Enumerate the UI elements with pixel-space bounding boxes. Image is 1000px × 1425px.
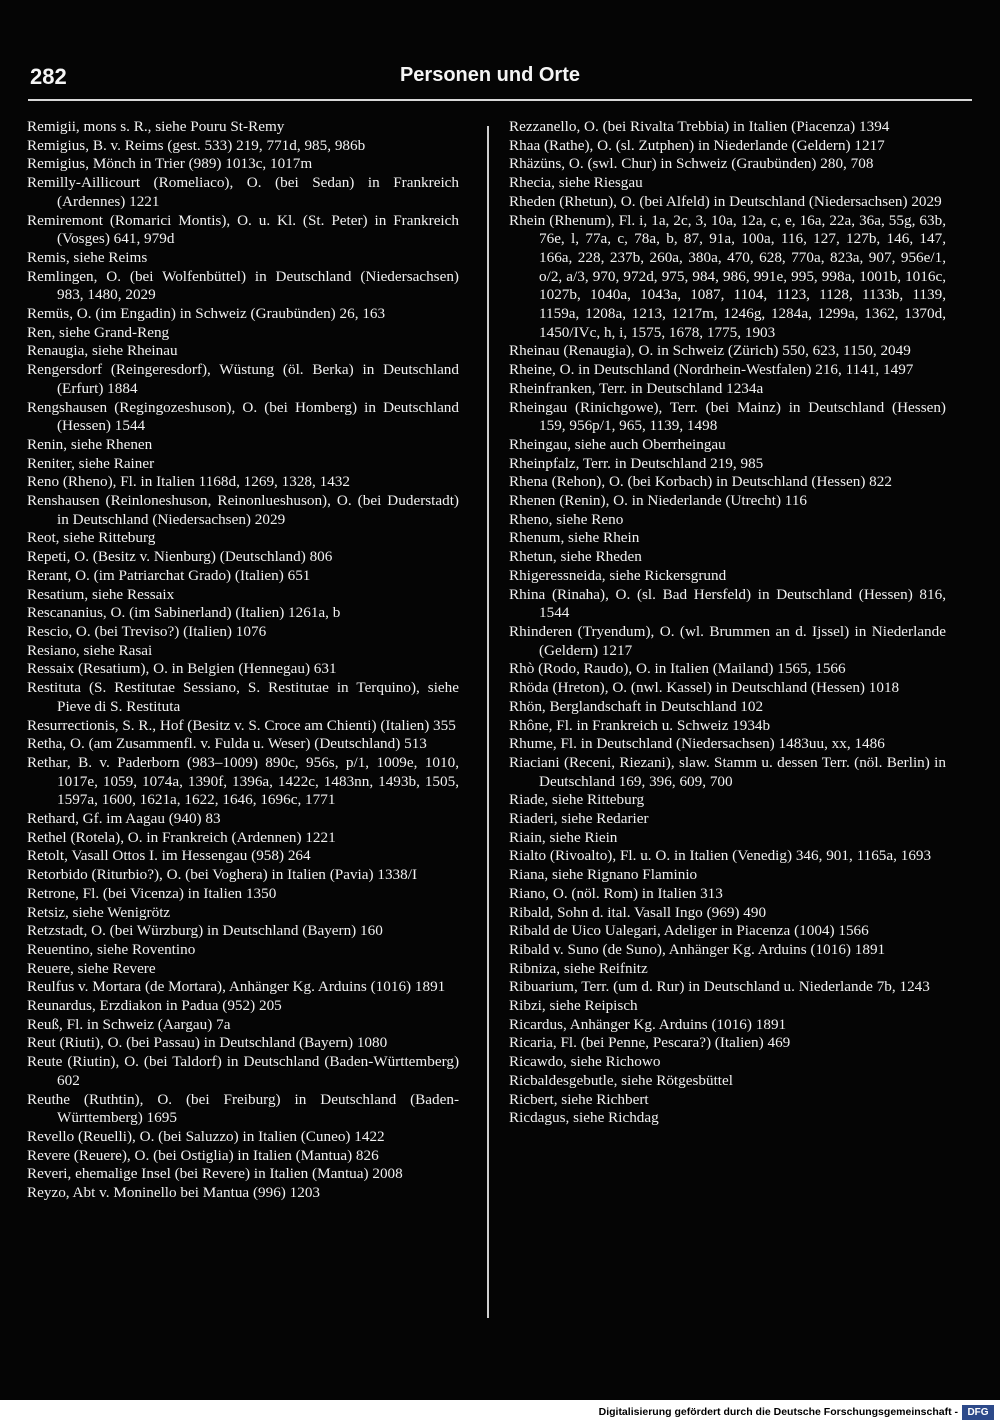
index-entry: Rengersdorf (Reingeresdorf), Wüstung (öl. Berka) in Deutschland (Erfurt) 1884 (27, 361, 459, 397)
index-entry: Reulfus v. Mortara (de Mortara), Anhänger Kg. Arduins (1016) 1891 (27, 978, 446, 996)
index-entry: Rhena (Rehon), O. (bei Korbach) in Deutschland (Hessen) 822 (509, 473, 892, 491)
index-entry: Resatium, siehe Ressaix (27, 585, 175, 603)
index-entry: Ren, siehe Grand-Reng (27, 323, 170, 341)
index-entry: Riade, siehe Ritteburg (509, 791, 645, 809)
index-entry: Retolt, Vasall Ottos I. im Hessengau (958) 264 (27, 847, 311, 865)
index-entry: Ribald v. Suno (de Suno), Anhänger Kg. Arduins (1016) 1891 (509, 940, 886, 958)
index-entry: Rhaa (Rathe), O. (sl. Zutphen) in Niederlande (Geldern) 1217 (509, 136, 885, 154)
index-entry: Rengshausen (Regingozeshuson), O. (bei Homberg) in Deutschland (Hessen) 1544 (27, 398, 459, 435)
index-entry: Renin, siehe Rhenen (27, 435, 153, 453)
index-entry: Rhigeressneida, siehe Rickersgrund (509, 566, 727, 584)
index-entry: Restituta (S. Restitutae Sessiano, S. Restitutae in Terquino), siehe Pieve di S. Restituta (27, 679, 459, 715)
index-entry: Rezzanello, O. (bei Rivalta Trebbia) in Italien (Piacenza) 1394 (509, 118, 890, 135)
left-column (27, 118, 459, 1203)
index-entry: Rhäzüns, O. (swl. Chur) in Schweiz (Graubünden) 280, 708 (509, 155, 874, 173)
index-entry: Retrone, Fl. (bei Vicenza) in Italien 1350 (27, 884, 277, 902)
index-entry: Rheine, O. in Deutschland (Nordrhein-Westfalen) 216, 1141, 1497 (509, 361, 914, 379)
index-entry: Rhecia, siehe Riesgau (509, 174, 643, 192)
index-entry: Remilly-Aillicourt (Romeliaco), O. (bei Sedan) in Frankreich (Ardennes) 1221 (27, 174, 459, 210)
index-entry: Rhume, Fl. in Deutschland (Niedersachsen) 1483uu, xx, 1486 (509, 735, 885, 753)
index-entry: Reuentino, siehe Roventino (27, 940, 196, 958)
index-entry: Riain, siehe Riein (509, 828, 618, 846)
index-entry: Reniter, siehe Rainer (27, 454, 155, 472)
index-entry: Rethar, B. v. Paderborn (983–1009) 890c, 956s, p/1, 1009e, 1010, 1017e, 1059, 1074a, 1390f, 1396a, 1422c, 1483nn, 1493b, 1505, 1597a, 1600, 1621a, 1622, 1646, 1696c, 1771 (27, 753, 459, 809)
index-entry: Ricardus, Anhänger Kg. Arduins (1016) 1891 (509, 1015, 787, 1033)
index-entry: Rhina (Rinaha), O. (sl. Bad Hersfeld) in Deutschland (Hessen) 816, 1544 (509, 585, 946, 622)
index-entry: Remigius, B. v. Reims (gest. 533) 219, 771d, 985, 986b (27, 136, 366, 154)
index-entry: Retzstadt, O. (bei Würzburg) in Deutschland (Bayern) 160 (27, 922, 383, 940)
index-entry: Ricaria, Fl. (bei Penne, Pescara?) (Italien) 469 (509, 1034, 791, 1052)
page-number: 282 (30, 64, 67, 89)
footer-bar (0, 1400, 1000, 1425)
index-entry: Ribniza, siehe Reifnitz (509, 959, 648, 977)
index-entry: Rialto (Rivoalto), Fl. u. O. in Italien (Venedig) 346, 901, 1165a, 1693 (509, 847, 932, 865)
index-entry: Ressaix (Resatium), O. in Belgien (Hennegau) 631 (27, 660, 337, 678)
index-entry: Ricbaldesgebutle, siehe Rötgesbüttel (509, 1071, 733, 1089)
index-entry: Reyzo, Abt v. Moninello bei Mantua (996) 1203 (27, 1184, 321, 1202)
index-entry: Rhò (Rodo, Raudo), O. in Italien (Mailand) 1565, 1566 (509, 660, 846, 678)
index-entry: Rhetun, siehe Rheden (509, 548, 642, 566)
index-entry: Reunardus, Erzdiakon in Padua (952) 205 (27, 997, 282, 1015)
index-entry: Reut (Riuti), O. (bei Passau) in Deutschland (Bayern) 1080 (27, 1034, 388, 1052)
index-entry: Riano, O. (nöl. Rom) in Italien 313 (509, 884, 723, 902)
index-entry: Ricbert, siehe Richbert (509, 1090, 649, 1108)
index-entry: Rheinpfalz, Terr. in Deutschland 219, 985 (509, 454, 764, 472)
index-entry: Rhenum, siehe Rhein (509, 529, 640, 547)
index-entry: Reuthe (Ruthtin), O. (bei Freiburg) in Deutschland (Baden-Württemberg) 1695 (27, 1090, 459, 1127)
index-entry: Repeti, O. (Besitz v. Nienburg) (Deutschland) 806 (27, 548, 333, 566)
index-entry: Rhöda (Hreton), O. (nwl. Kassel) in Deutschland (Hessen) 1018 (509, 679, 900, 697)
index-entry: Rethard, Gf. im Aagau (940) 83 (27, 810, 221, 828)
index-entry: Reuß, Fl. in Schweiz (Aargau) 7a (27, 1015, 231, 1033)
index-entry: Ribuarium, Terr. (um d. Rur) in Deutschland u. Niederlande 7b, 1243 (509, 978, 930, 996)
index-entry: Remis, siehe Reims (27, 248, 148, 266)
funding-notice: Digitalisierung gefördert durch die Deutsche Forschungsgemeinschaft - (598, 1406, 958, 1418)
index-entry: Rhinderen (Tryendum), O. (wl. Brummen an d. Ijssel) in Niederlande (Geldern) 1217 (509, 622, 946, 659)
column-divider (487, 126, 489, 1318)
index-entry: Rhenen (Renin), O. in Niederlande (Utrecht) 116 (509, 492, 808, 510)
index-entry: Reuere, siehe Revere (27, 959, 156, 977)
index-entry: Rescio, O. (bei Treviso?) (Italien) 1076 (27, 622, 267, 640)
index-entry: Ribald de Uico Ualegari, Adeliger in Piacenza (1004) 1566 (509, 922, 869, 940)
index-entry: Rheinfranken, Terr. in Deutschland 1234a (509, 379, 764, 397)
index-entry: Renaugia, siehe Rheinau (27, 342, 178, 360)
index-entry: Ribald, Sohn d. ital. Vasall Ingo (969) 490 (509, 903, 767, 921)
index-entry: Renshausen (Reinloneshuson, Reinonlueshuson), O. (bei Duderstadt) in Deutschland (Niedersachsen) 2029 (27, 492, 459, 528)
index-entry: Revere (Reuere), O. (bei Ostiglia) in Italien (Mantua) 826 (27, 1146, 379, 1164)
index-entry: Rethel (Rotela), O. in Frankreich (Ardennen) 1221 (27, 828, 336, 846)
index-entry: Rheinau (Renaugia), O. in Schweiz (Zürich) 550, 623, 1150, 2049 (509, 342, 911, 360)
index-entry: Rheingau, siehe auch Oberrheingau (509, 435, 726, 453)
page-title: Personen und Orte (399, 64, 580, 86)
index-entry: Remüs, O. (im Engadin) in Schweiz (Graubünden) 26, 163 (27, 305, 386, 323)
index-entry: Ricawdo, siehe Richowo (509, 1053, 661, 1071)
index-entry: Reveri, ehemalige Insel (bei Revere) in Italien (Mantua) 2008 (27, 1165, 403, 1183)
index-entry: Reute (Riutin), O. (bei Taldorf) in Deutschland (Baden-Württemberg) 602 (27, 1053, 459, 1089)
index-entry: Resiano, siehe Rasai (27, 641, 153, 659)
index-entry: Rhône, Fl. in Frankreich u. Schweiz 1934b (509, 716, 771, 734)
index-entry: Remigius, Mönch in Trier (989) 1013c, 1017m (27, 155, 313, 173)
right-column (509, 118, 946, 1128)
index-entry: Riaderi, siehe Redarier (509, 810, 649, 828)
index-entry: Reot, siehe Ritteburg (27, 529, 156, 547)
index-entry: Remigii, mons s. R., siehe Pouru St-Remy (27, 118, 285, 135)
index-entry: Retha, O. (am Zusammenfl. v. Fulda u. Weser) (Deutschland) 513 (27, 735, 427, 753)
index-entry: Riaciani (Receni, Riezani), slaw. Stamm u. dessen Terr. (nöl. Berlin) in Deutschland 169, 396, 609, 700 (509, 753, 946, 790)
index-entry: Rerant, O. (im Patriarchat Grado) (Italien) 651 (27, 566, 311, 584)
index-entry: Retorbido (Riturbio?), O. (bei Voghera) in Italien (Pavia) 1338/I (27, 866, 418, 884)
index-entry: Revello (Reuelli), O. (bei Saluzzo) in Italien (Cuneo) 1422 (27, 1127, 385, 1145)
index-entry: Rescananius, O. (im Sabinerland) (Italien) 1261a, b (27, 604, 341, 622)
page-header (30, 64, 970, 98)
index-entry: Resurrectionis, S. R., Hof (Besitz v. S. Croce am Chienti) (Italien) 355 (27, 716, 456, 734)
index-entry: Rhön, Berglandschaft in Deutschland 102 (509, 697, 764, 715)
index-entry: Ricdagus, siehe Richdag (509, 1109, 659, 1127)
index-entry: Remiremont (Romarici Montis), O. u. Kl. (St. Peter) in Frankreich (Vosges) 641, 979d (27, 211, 459, 248)
index-entry: Retsiz, siehe Wenigrötz (27, 903, 171, 921)
index-entry: Rheden (Rhetun), O. (bei Alfeld) in Deutschland (Niedersachsen) 2029 (509, 192, 942, 210)
index-entry: Rhein (Rhenum), Fl. i, 1a, 2c, 3, 10a, 12a, c, e, 16a, 22a, 36a, 55g, 63b, 76e, l, 77a, c, 78a, b, 87, 91a, 100a, 116, 127, 127b, 146, 147, 166a, 228, 237b, 260a, 380a, 470, 628, 770a, 823a, 907, 956e/1, o/2, a/3, 970, 972d, 975, 984, 986, 991e, 995, 998a, 1001b, 1016c, 1027b, 1040a, 1043a, 1087, 1104, 1123, 1128, 1133b, 1139, 1159a, 1208a, 1213, 1217m, 1246g, 1284a, 1299a, 1362, 1370d, 1450/IVc, h, i, 1575, 1678, 1775, 1903 (509, 211, 946, 341)
index-entry: Ribzi, siehe Reipisch (509, 997, 638, 1015)
index-entry: Remlingen, O. (bei Wolfenbüttel) in Deutschland (Niedersachsen) 983, 1480, 2029 (27, 267, 459, 304)
index-entry: Rheingau (Rinichgowe), Terr. (bei Mainz) in Deutschland (Hessen) 159, 956p/1, 965, 1139, 1498 (509, 398, 946, 435)
header-rule (28, 99, 972, 101)
index-entry: Rheno, siehe Reno (509, 510, 624, 528)
index-entry: Reno (Rheno), Fl. in Italien 1168d, 1269, 1328, 1432 (27, 473, 350, 491)
index-entry: Riana, siehe Rignano Flaminio (509, 866, 698, 884)
dfg-logo: DFG (962, 1405, 994, 1420)
